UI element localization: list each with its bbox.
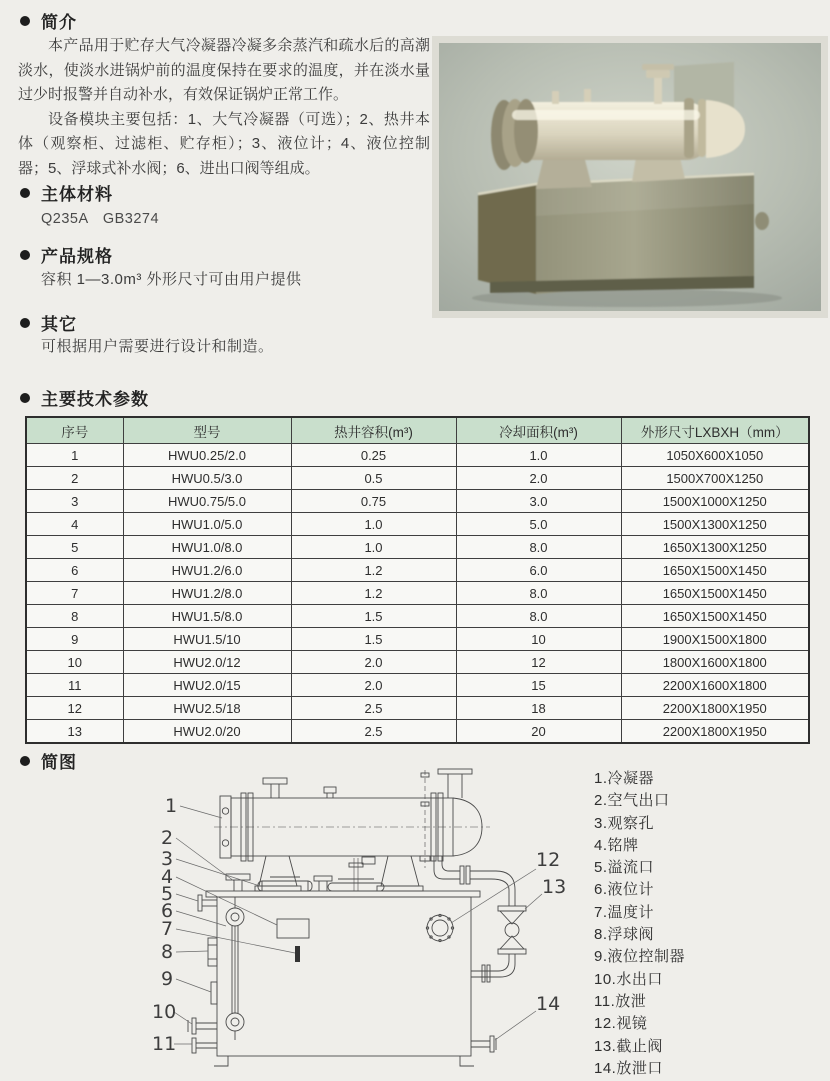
table-cell: 1650X1500X1450 [621, 559, 809, 582]
table-cell: 2.0 [291, 674, 456, 697]
table-cell: 1.2 [291, 559, 456, 582]
product-photo [432, 36, 828, 318]
table-row [26, 467, 809, 490]
table-cell: 2.0 [456, 467, 621, 490]
table-cell: 2200X1600X1800 [621, 674, 809, 697]
table-row [26, 697, 809, 720]
callout-6: 6 [161, 900, 174, 922]
diagram-legend [594, 768, 794, 1080]
table-cell: HWU1.2/6.0 [123, 559, 291, 582]
legend-item: 13.截止阀 [594, 1037, 663, 1055]
callout-14: 14 [536, 993, 561, 1015]
legend-item: 12.视镜 [594, 1015, 648, 1033]
section-material-title: 主体材料 [41, 185, 113, 204]
legend-item: 6.液位计 [594, 881, 655, 899]
intro-text [18, 34, 430, 181]
table-cell: 1.5 [291, 628, 456, 651]
table-cell: 15 [456, 674, 621, 697]
table-cell: 5 [26, 536, 123, 559]
section-other-heading [20, 310, 77, 335]
legend-item: 2.空气出口 [594, 792, 670, 810]
technical-parameters-table [25, 416, 810, 744]
table-row [26, 674, 809, 697]
table-cell: 12 [456, 651, 621, 674]
intro-paragraph-1: 本产品用于贮存大气冷凝器冷凝多余蒸汽和疏水后的高潮淡水，使淡水进锅炉前的温度保持在要求的温度，并在淡水量过少时报警并自动补水，有效保证锅炉正常工作。 [18, 37, 430, 103]
table-cell: 10 [26, 651, 123, 674]
table-cell: 12 [26, 697, 123, 720]
legend-item: 14.放泄口 [594, 1059, 663, 1077]
table-cell: HWU0.5/3.0 [123, 467, 291, 490]
section-intro-title: 简介 [41, 13, 77, 32]
bullet-icon [20, 318, 30, 328]
table-cell: 7 [26, 582, 123, 605]
callout-10: 10 [152, 1001, 177, 1023]
section-diagram-heading [20, 748, 77, 773]
table-cell: 13 [26, 720, 123, 744]
table-cell: HWU1.5/8.0 [123, 605, 291, 628]
callout-11: 11 [152, 1033, 177, 1055]
legend-item: 5.溢流口 [594, 859, 655, 877]
table-cell: 8.0 [456, 536, 621, 559]
section-spec-heading [20, 242, 113, 267]
callout-3: 3 [161, 848, 174, 870]
callout-9: 9 [161, 968, 174, 990]
table-cell: 4 [26, 513, 123, 536]
col-header-cooling-area: 冷却面积(m³) [456, 417, 621, 444]
table-cell: HWU1.5/10 [123, 628, 291, 651]
table-row [26, 513, 809, 536]
table-cell: 8 [26, 605, 123, 628]
table-cell: 9 [26, 628, 123, 651]
table-header-row [26, 417, 809, 444]
legend-item: 9.液位控制器 [594, 948, 686, 966]
table-cell: 6 [26, 559, 123, 582]
table-cell: HWU1.2/8.0 [123, 582, 291, 605]
table-cell: HWU1.0/8.0 [123, 536, 291, 559]
callout-1: 1 [165, 795, 178, 817]
material-value: Q235A GB3274 [41, 211, 160, 227]
callout-4: 4 [161, 866, 174, 888]
table-cell: 11 [26, 674, 123, 697]
table-cell: HWU0.25/2.0 [123, 444, 291, 467]
table-cell: HWU2.0/12 [123, 651, 291, 674]
section-material-heading [20, 180, 113, 205]
table-cell: 1 [26, 444, 123, 467]
table-row [26, 720, 809, 744]
table-cell: HWU2.0/20 [123, 720, 291, 744]
callout-5: 5 [161, 883, 174, 905]
table-cell: 1500X1000X1250 [621, 490, 809, 513]
table-row [26, 444, 809, 467]
section-other-title: 其它 [41, 315, 77, 334]
legend-item: 7.温度计 [594, 903, 655, 921]
table-cell: 1650X1300X1250 [621, 536, 809, 559]
callout-8: 8 [161, 941, 174, 963]
table-cell: 6.0 [456, 559, 621, 582]
table-cell: 1800X1600X1800 [621, 651, 809, 674]
specs-table-body [26, 444, 809, 744]
table-cell: 8.0 [456, 605, 621, 628]
table-row [26, 490, 809, 513]
section-table-title: 主要技术参数 [41, 390, 149, 409]
col-header-dimensions: 外形尺寸LXBXH（mm） [621, 417, 809, 444]
table-cell: 1.0 [456, 444, 621, 467]
table-cell: 2.5 [291, 697, 456, 720]
callout-12: 12 [536, 849, 561, 871]
spec-value: 容积 1—3.0m³ 外形尺寸可由用户提供 [41, 271, 302, 288]
legend-item: 8.浮球阀 [594, 926, 655, 944]
col-header-hotwell-volume: 热井容积(m³) [291, 417, 456, 444]
table-cell: 1650X1500X1450 [621, 582, 809, 605]
table-cell: 3.0 [456, 490, 621, 513]
table-row [26, 536, 809, 559]
section-spec-title: 产品规格 [41, 247, 113, 266]
bullet-icon [20, 16, 30, 26]
section-table-heading [20, 385, 149, 410]
callout-2: 2 [161, 827, 174, 849]
other-value: 可根据用户需要进行设计和制造。 [41, 338, 274, 355]
table-cell: 0.5 [291, 467, 456, 490]
table-row [26, 605, 809, 628]
col-header-model: 型号 [123, 417, 291, 444]
table-cell: 2 [26, 467, 123, 490]
table-cell: HWU2.5/18 [123, 697, 291, 720]
table-cell: 1.0 [291, 536, 456, 559]
callout-numbers [152, 795, 566, 1055]
col-header-index: 序号 [26, 417, 123, 444]
section-diagram-title: 简图 [41, 753, 77, 772]
table-cell: 1050X600X1050 [621, 444, 809, 467]
table-cell: 18 [456, 697, 621, 720]
callout-7: 7 [161, 918, 174, 940]
section-intro-heading [20, 8, 77, 33]
table-row [26, 651, 809, 674]
table-cell: HWU1.0/5.0 [123, 513, 291, 536]
product-photo-image [432, 36, 828, 318]
callout-13: 13 [542, 876, 567, 898]
bullet-icon [20, 756, 30, 766]
schematic-svg [138, 760, 608, 1080]
table-cell: 1.2 [291, 582, 456, 605]
table-cell: 5.0 [456, 513, 621, 536]
table-cell: 0.75 [291, 490, 456, 513]
bullet-icon [20, 393, 30, 403]
table-cell: 1.5 [291, 605, 456, 628]
legend-item: 1.冷凝器 [594, 770, 655, 787]
legend-item: 10.水出口 [594, 970, 663, 988]
intro-paragraph-2: 设备模块主要包括：1、大气冷凝器（可选）；2、热井本体（观察柜、过滤柜、贮存柜）；3、液位计；4、液位控制器；5、浮球式补水阀；6、进出口阀等组成。 [18, 110, 430, 177]
table-cell: 2200X1800X1950 [621, 720, 809, 744]
table-cell: HWU0.75/5.0 [123, 490, 291, 513]
table-row [26, 559, 809, 582]
schematic-drawing [138, 760, 608, 1080]
table-cell: 1.0 [291, 513, 456, 536]
table-cell: 1500X1300X1250 [621, 513, 809, 536]
table-cell: 20 [456, 720, 621, 744]
table-cell: 2.0 [291, 651, 456, 674]
legend-item: 11.放泄 [594, 992, 647, 1010]
table-cell: 1650X1500X1450 [621, 605, 809, 628]
bullet-icon [20, 188, 30, 198]
table-cell: 2.5 [291, 720, 456, 744]
table-cell: 3 [26, 490, 123, 513]
table-cell: HWU2.0/15 [123, 674, 291, 697]
table-cell: 2200X1800X1950 [621, 697, 809, 720]
table-cell: 1900X1500X1800 [621, 628, 809, 651]
legend-item: 4.铭牌 [594, 836, 639, 854]
table-cell: 0.25 [291, 444, 456, 467]
table-cell: 10 [456, 628, 621, 651]
table-row [26, 582, 809, 605]
table-cell: 8.0 [456, 582, 621, 605]
legend-item: 3.观察孔 [594, 814, 655, 832]
table-cell: 1500X700X1250 [621, 467, 809, 490]
bullet-icon [20, 250, 30, 260]
table-row [26, 628, 809, 651]
